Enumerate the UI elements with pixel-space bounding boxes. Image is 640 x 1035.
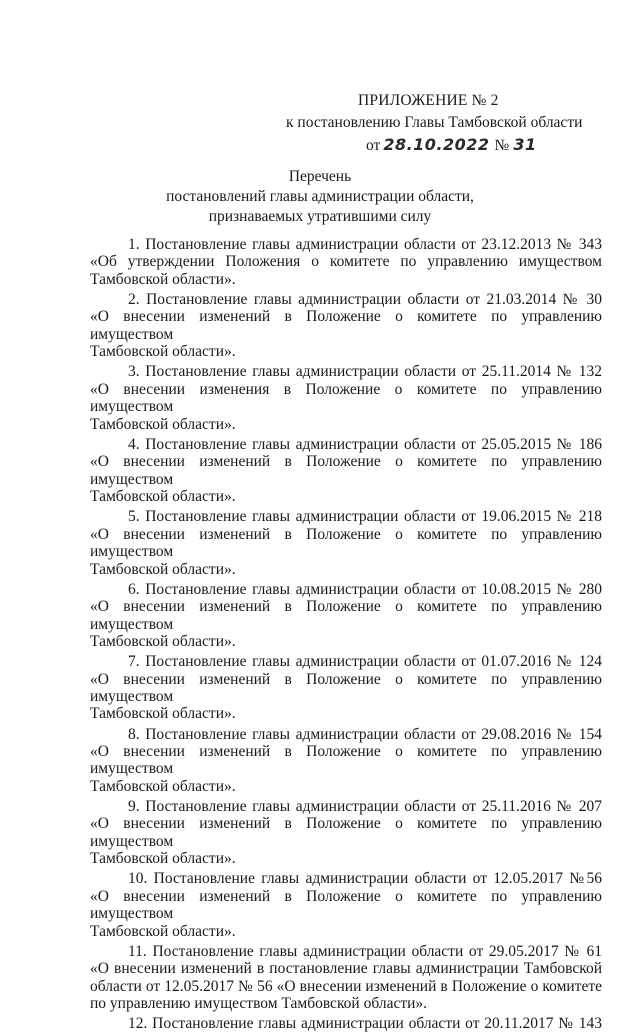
list-item-first-line: 6. Постановление главы администрации области от 10.08.2015 № 280: [128, 580, 602, 598]
list-item: [90, 236, 602, 288]
title-line-2: постановлений главы администрации области,: [166, 188, 474, 205]
list-item-line: «О внесении изменений в Положение о комитете по управлению имуществом: [90, 887, 602, 923]
list-item-first-line: 7. Постановление главы администрации области от 01.07.2016 № 124: [128, 653, 602, 671]
title-line-1: Перечень: [288, 168, 352, 185]
list-item-line: «О внесении изменений в Положение о комитете по управлению имуществом: [90, 525, 602, 561]
list-item-last-line: Тамбовской области».: [90, 705, 236, 723]
list-item-line: «О внесении изменения в Положение о комитете по управлению имуществом: [90, 380, 602, 416]
list-item: [90, 291, 602, 361]
list-item-first-line: 12. Постановление главы администрации области от 20.11.2017 № 143: [128, 1015, 602, 1033]
list-item-first-line: 5. Постановление главы администрации области от 19.06.2015 № 218: [128, 508, 602, 526]
list-item: [90, 653, 602, 723]
date-prefix: от: [366, 137, 381, 154]
list-item-first-line: 3. Постановление главы администрации области от 25.11.2014 № 132: [128, 363, 602, 381]
number-sign: №: [494, 137, 510, 154]
list-item: [90, 363, 602, 433]
list-item: [90, 726, 602, 796]
list-item-last-line: Тамбовской области».: [90, 850, 236, 868]
list-item-line: «О внесении изменений в постановление главы администрации Тамбовской: [90, 960, 602, 978]
list-item-line: «О внесении изменений в Положение о комитете по управлению имуществом: [90, 598, 602, 633]
list-item-last-line: Тамбовской области».: [90, 777, 236, 795]
list-item: [90, 798, 602, 868]
list-item: [90, 581, 602, 651]
appendix-number: ПРИЛОЖЕНИЕ № 2: [358, 92, 499, 109]
list-item-last-line: Тамбовской области».: [90, 415, 236, 433]
list-item-last-line: Тамбовской области».: [90, 560, 236, 578]
list-item-first-line: 2. Постановление главы администрации области от 21.03.2014 № 30: [128, 291, 602, 309]
list-item-line: «О внесении изменений в Положение о комитете по управлению имуществом: [90, 815, 602, 850]
list-item-first-line: 8. Постановление главы администрации области от 29.08.2016 № 154: [128, 725, 602, 743]
list-item-last-line: Тамбовской области».: [90, 632, 236, 650]
list-item-first-line: 10. Постановление главы администрации области от 12.05.2017 №56: [128, 870, 602, 888]
title-line-3: признаваемых утратившими силу: [208, 208, 432, 225]
list-item-first-line: 1. Постановление главы администрации области от 23.12.2013 № 343: [128, 236, 602, 253]
list-item-first-line: 9. Постановление главы администрации области от 25.11.2016 № 207: [128, 797, 602, 815]
list-item-line: «О внесении изменений в Положение о комитете по управлению имуществом: [90, 308, 602, 343]
list-item: [90, 1015, 602, 1032]
handwritten-number: 31: [513, 135, 537, 154]
list-item: [90, 870, 602, 940]
list-item-last-line: по управлению имуществом Тамбовской области».: [90, 995, 428, 1013]
list-item: [90, 436, 602, 506]
list-item-line: «О внесении изменений в Положение о комитете по управлению имуществом: [90, 670, 602, 705]
appendix-reference: к постановлению Главы Тамбовской области: [286, 114, 583, 131]
list-item-last-line: Тамбовской области».: [90, 488, 236, 506]
list-item: [90, 508, 602, 578]
appendix-date-line: [366, 135, 542, 155]
list-item-line: «О внесении изменений в Положение о комитете по управлению имуществом: [90, 453, 602, 488]
list-item-first-line: 11. Постановление главы администрации области от 29.05.2017 № 61: [128, 942, 602, 960]
list-item-last-line: Тамбовской области».: [90, 922, 236, 940]
list-item-line: области от 12.05.2017 № 56 «О внесении изменений в Положение о комитете: [90, 977, 602, 995]
handwritten-date: 28.10.2022: [383, 135, 490, 154]
list-item-line: «О внесении изменений в Положение о комитете по управлению имуществом: [90, 742, 602, 778]
list-item-line: «Об утверждении Положения о комитете по управлению имуществом: [90, 253, 602, 271]
list-item-last-line: Тамбовской области».: [90, 343, 236, 361]
list-item-last-line: Тамбовской области».: [90, 270, 236, 288]
list-item: [90, 943, 602, 1013]
decree-list: [90, 236, 602, 1035]
document-title: [0, 167, 640, 227]
list-item-first-line: 4. Постановление главы администрации области от 25.05.2015 № 186: [128, 435, 602, 453]
